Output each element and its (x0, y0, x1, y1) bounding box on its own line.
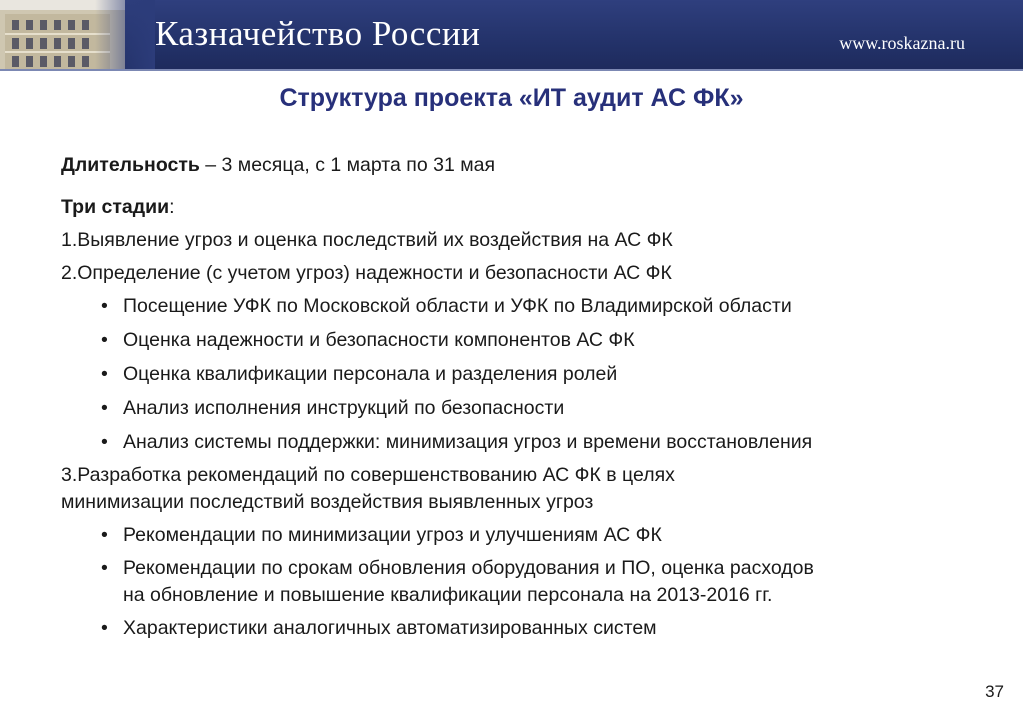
list-item: • Оценка квалификации персонала и разделения ролей (101, 363, 618, 385)
slide-title: Структура проекта «ИТ аудит АС ФК» (279, 84, 744, 112)
bullet-icon: • (101, 363, 108, 385)
bullet-icon: • (101, 557, 108, 579)
list-item: • Анализ системы поддержки: минимизация угроз и времени восстановления (101, 431, 813, 453)
list-item: • Рекомендации по срокам обновления оборудования и ПО, оценка расходов (101, 557, 814, 579)
header-banner (0, 0, 1023, 71)
duration-label: Длительность (61, 154, 200, 176)
list-item: • Посещение УФК по Московской области и УФК по Владимирской области (101, 295, 792, 317)
page-number: 37 (985, 682, 1004, 701)
stage-3-line-1: 3.Разработка рекомендаций по совершенствованию АС ФК в целях (61, 464, 675, 486)
stage-1: 1.Выявление угроз и оценка последствий их воздействия на АС ФК (61, 229, 673, 251)
bullet-icon: • (101, 617, 108, 639)
bullet-icon: • (101, 431, 108, 453)
bullet-icon: • (101, 397, 108, 419)
list-item-continuation: на обновление и повышение квалификации персонала на 2013-2016 гг. (123, 584, 773, 606)
brand-title: Казначейство России (155, 14, 481, 53)
stages-heading: Три стадии: (61, 196, 175, 218)
duration-text: – 3 месяца, с 1 марта по 31 мая (199, 154, 496, 176)
list-item: • Характеристики аналогичных автоматизированных систем (101, 617, 657, 639)
stages-label: Три стадии (61, 196, 170, 218)
site-url[interactable]: www.roskazna.ru (839, 33, 965, 53)
list-item: • Оценка надежности и безопасности компонентов АС ФК (101, 329, 635, 351)
list-item: • Рекомендации по минимизации угроз и улучшениям АС ФК (101, 524, 662, 546)
stage-3-line-2: минимизации последствий воздействия выявленных угроз (61, 491, 594, 513)
slide-content (61, 154, 981, 640)
stage-2: 2.Определение (с учетом угроз) надежности и безопасности АС ФК (61, 262, 672, 284)
duration-line (61, 154, 981, 177)
list-item: • Анализ исполнения инструкций по безопасности (101, 397, 565, 419)
bullet-icon: • (101, 524, 108, 546)
header-divider (0, 69, 1023, 71)
bullet-icon: • (101, 295, 108, 317)
bullet-icon: • (101, 329, 108, 351)
